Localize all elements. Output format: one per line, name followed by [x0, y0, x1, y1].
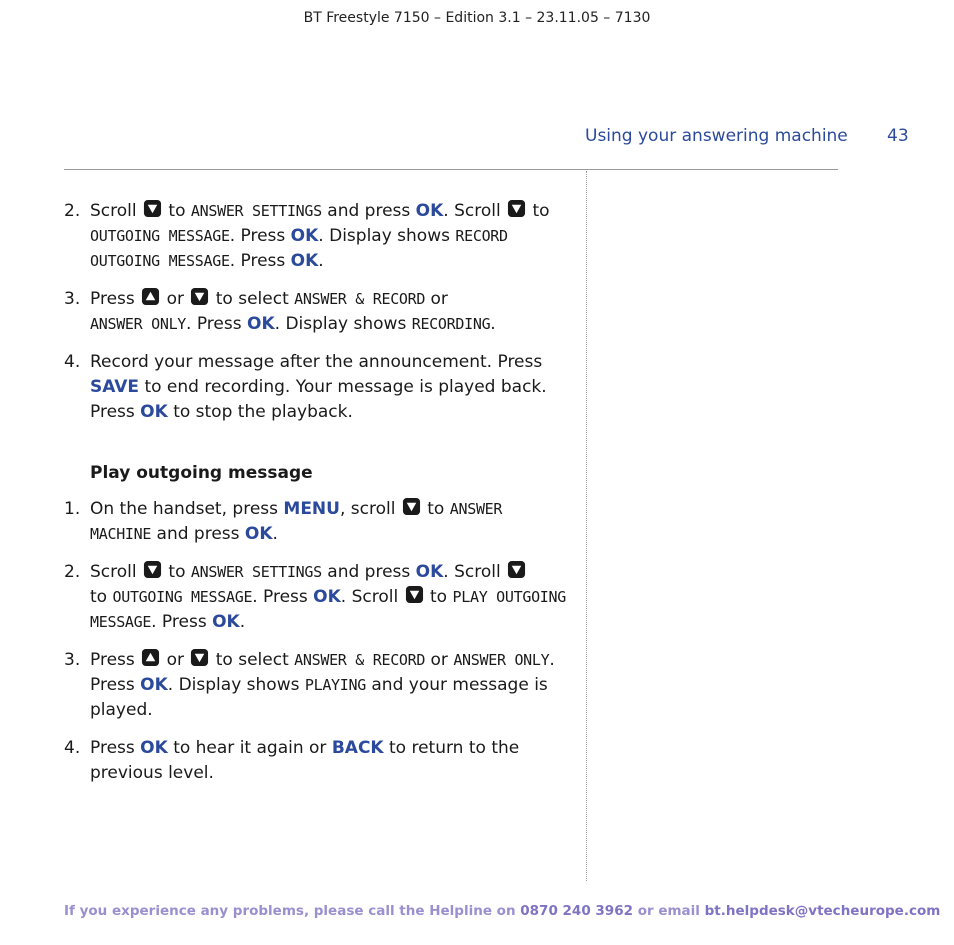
step-text: Scroll	[90, 201, 137, 221]
step-text: or	[166, 650, 184, 670]
step-text: to	[430, 587, 448, 607]
display-text: RECORDING	[411, 315, 491, 333]
key-ok: OK	[313, 587, 341, 607]
step-text: . Press	[90, 650, 555, 695]
footer-text: or email	[637, 903, 700, 919]
step-text: On the handset, press	[90, 499, 278, 519]
down-arrow-icon	[405, 585, 424, 604]
play-step-1	[64, 497, 569, 547]
step-text: and press	[156, 524, 240, 544]
step-text: . Press	[252, 587, 308, 607]
step-text: or	[430, 289, 448, 309]
key-back: BACK	[331, 738, 384, 758]
section-heading: Play outgoing message	[90, 463, 313, 483]
step-text: to	[168, 201, 186, 221]
step-text: and press	[327, 562, 411, 582]
display-text: ANSWER & RECORD	[294, 651, 426, 669]
step-text: to end recording. Your message is played back. Press	[90, 377, 547, 422]
up-arrow-icon	[141, 287, 160, 306]
helpline-phone: 0870 240 3962	[520, 903, 633, 919]
step-number: 4.	[64, 738, 81, 758]
step-text: to select	[215, 289, 289, 309]
display-text: RECORD OUTGOING MESSAGE	[90, 227, 508, 270]
step-text: . Scroll	[443, 562, 501, 582]
step-text: to hear it again or	[173, 738, 327, 758]
step-text: . Scroll	[443, 201, 501, 221]
step-number: 2.	[64, 201, 81, 221]
step-text: . Scroll	[340, 587, 399, 607]
step-number: 3.	[64, 650, 81, 670]
display-text: ANSWER SETTINGS	[190, 202, 322, 220]
step-text: to	[532, 201, 550, 221]
step-number: 4.	[64, 352, 81, 372]
display-text: ANSWER SETTINGS	[190, 563, 322, 581]
key-ok: OK	[290, 226, 319, 246]
down-arrow-icon	[143, 560, 162, 579]
step-text: . Press	[151, 612, 207, 632]
step-text: to stop the playback.	[173, 402, 353, 422]
section-title: Using your answering machine	[585, 126, 848, 146]
up-arrow-icon	[141, 648, 160, 667]
column-divider	[586, 171, 587, 881]
key-ok: OK	[290, 251, 319, 271]
step-text: . Display shows	[167, 675, 300, 695]
step-text: .	[272, 524, 278, 544]
key-save: SAVE	[90, 377, 140, 397]
footer-text: If you experience any problems, please call the Helpline on	[64, 903, 516, 919]
step-text: . Press	[229, 226, 286, 246]
key-ok: OK	[140, 402, 168, 422]
step-text: . Display shows	[318, 226, 450, 246]
display-text: OUTGOING MESSAGE	[90, 227, 230, 245]
display-text: PLAY OUTGOING MESSAGE	[90, 588, 567, 631]
step-text: to	[168, 562, 186, 582]
step-text: and press	[327, 201, 411, 221]
key-ok: OK	[247, 314, 275, 334]
step-text: . Press	[229, 251, 286, 271]
play-step-2	[64, 560, 569, 635]
key-menu: MENU	[283, 499, 340, 519]
display-text: PLAYING	[304, 676, 366, 694]
display-text: ANSWER MACHINE	[90, 500, 503, 543]
step-text: .	[239, 612, 246, 632]
step-text: .	[318, 251, 324, 271]
page-number: 43	[887, 126, 909, 146]
step-text: . Display shows	[274, 314, 407, 334]
step-text: or	[430, 650, 448, 670]
down-arrow-icon	[507, 560, 526, 579]
helpline-email: bt.helpdesk@vtecheurope.com	[704, 903, 941, 919]
step-text: Press	[90, 289, 135, 309]
key-ok: OK	[212, 612, 240, 632]
record-step-2	[64, 199, 569, 274]
step-text: or	[166, 289, 184, 309]
step-text: to select	[215, 650, 289, 670]
record-step-4	[64, 350, 569, 425]
key-ok: OK	[415, 562, 444, 582]
step-text: to	[427, 499, 445, 519]
step-number: 3.	[64, 289, 81, 309]
main-content	[64, 199, 569, 786]
step-text: to return to the previous level.	[90, 738, 520, 783]
display-text: ANSWER ONLY	[90, 315, 187, 333]
step-text: Scroll	[90, 562, 137, 582]
key-ok: OK	[140, 675, 168, 695]
down-arrow-icon	[190, 287, 209, 306]
key-ok: OK	[140, 738, 168, 758]
step-text: . Press	[186, 314, 242, 334]
key-ok: OK	[244, 524, 273, 544]
edition-line: BT Freestyle 7150 – Edition 3.1 – 23.11.05 – 7130	[303, 10, 651, 26]
play-step-3	[64, 648, 569, 723]
step-text: .	[490, 314, 496, 334]
down-arrow-icon	[190, 648, 209, 667]
step-text: to	[90, 587, 108, 607]
step-number: 2.	[64, 562, 81, 582]
play-step-4	[64, 736, 569, 786]
down-arrow-icon	[402, 497, 421, 516]
step-text: and your message is played.	[90, 675, 548, 720]
helpline-footer	[64, 903, 940, 919]
step-number: 1.	[64, 499, 81, 519]
down-arrow-icon	[507, 199, 526, 218]
header-rule	[64, 169, 838, 170]
display-text: ANSWER & RECORD	[294, 290, 426, 308]
key-ok: OK	[415, 201, 444, 221]
step-text: Press	[90, 738, 135, 758]
down-arrow-icon	[143, 199, 162, 218]
step-text: , scroll	[339, 499, 396, 519]
step-text: Record your message after the announcement. Press	[90, 352, 543, 372]
display-text: ANSWER ONLY	[453, 651, 550, 669]
display-text: OUTGOING MESSAGE	[112, 588, 253, 606]
record-step-3	[64, 287, 569, 337]
step-text: Press	[90, 650, 135, 670]
